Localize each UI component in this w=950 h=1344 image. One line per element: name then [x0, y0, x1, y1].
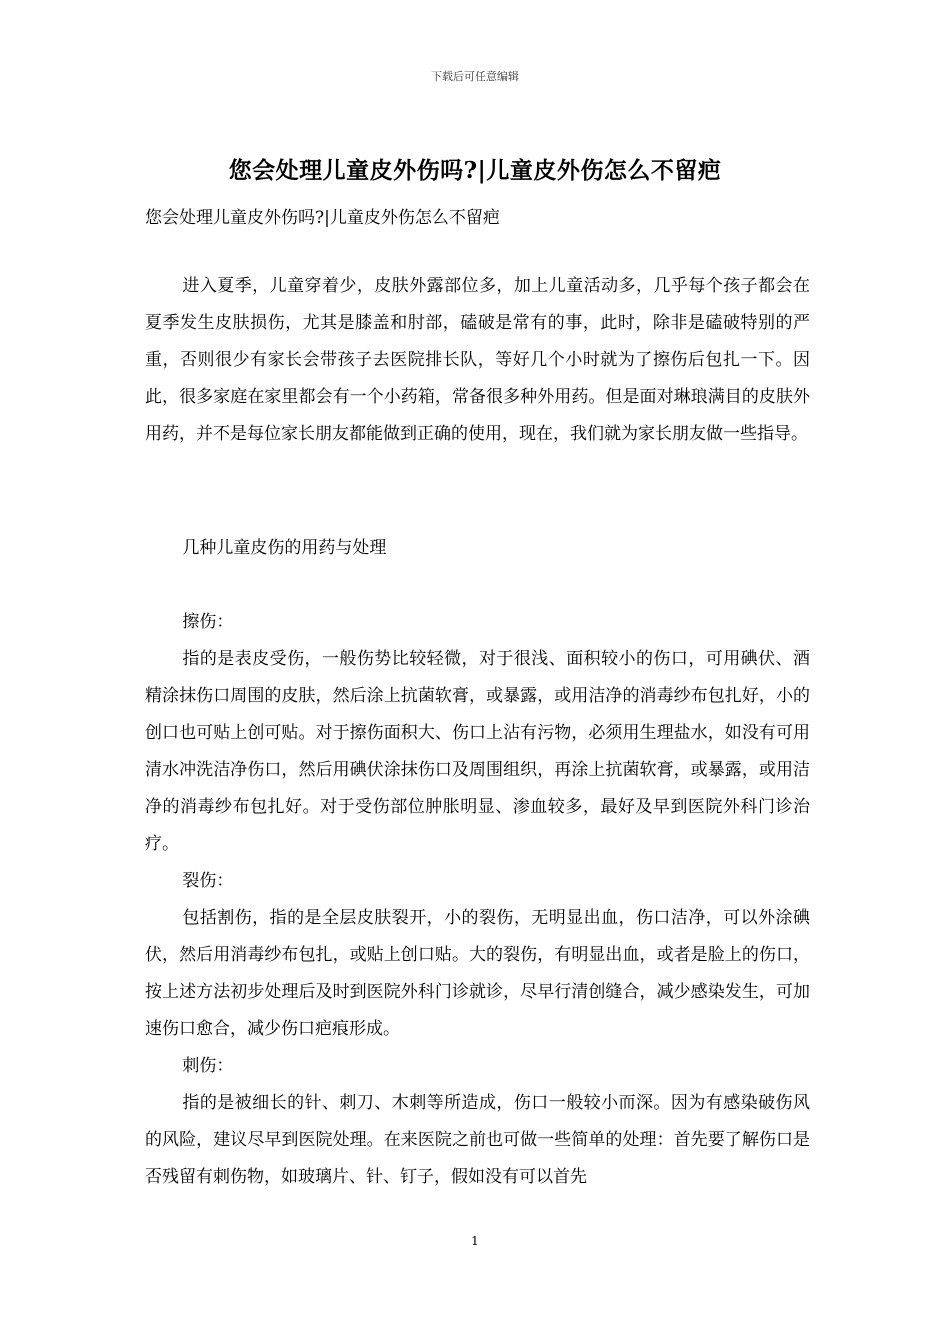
intro-section: [145, 268, 810, 453]
injury-heading-laceration: 裂伤：: [182, 871, 234, 891]
injury-text-abrasion: 指的是表皮受伤，一般伤势比较轻微，对于很浅、面积较小的伤口，可用碘伏、酒精涂抹伤口周围的皮肤，然后涂上抗菌软膏，或暴露，或用洁净的消毒纱布包扎好，小的创口也可贴上创可贴。对于擦伤面积大、伤口上沾有污物，必须用生理盐水，如没有可用清水冲洗洁净伤口，然后用碘伏涂抹伤口及周围组织，再涂上抗菌软膏，或暴露，或用洁净的消毒纱布包扎好。对于受伤部位肿胀明显、渗血较多，最好及早到医院外科门诊治疗。: [145, 649, 810, 854]
section-heading-block: [145, 530, 810, 567]
injuries-section: [145, 604, 810, 1196]
intro-paragraph: 进入夏季，儿童穿着少，皮肤外露部位多，加上儿童活动多，几乎每个孩子都会在夏季发生皮肤损伤，尤其是膝盖和肘部，磕破是常有的事，此时，除非是磕破特别的严重，否则很少有家长会带孩子去医院排长队，等好几个小时就为了擦伤后包扎一下。因此，很多家庭在家里都会有一个小药箱，常备很多种外用药。但是面对琳琅满目的皮肤外用药，并不是每位家长朋友都能做到正确的使用，现在，我们就为家长朋友做一些指导。: [145, 276, 810, 444]
header-note: 下载后可任意编辑: [431, 70, 519, 83]
injury-text-puncture: 指的是被细长的针、刺刀、木刺等所造成，伤口一般较小而深。因为有感染破伤风的风险，建议尽早到医院处理。在来医院之前也可做一些简单的处理：首先要了解伤口是否残留有刺伤物，如玻璃片、针、钉子，假如没有可以首先: [145, 1093, 810, 1187]
injury-text-laceration: 包括割伤，指的是全层皮肤裂开，小的裂伤，无明显出血，伤口洁净，可以外涂碘伏，然后用消毒纱布包扎，或贴上创口贴。大的裂伤，有明显出血，或者是脸上的伤口，按上述方法初步处理后及时到医院外科门诊就诊，尽早行清创缝合，减少感染发生，可加速伤口愈合，减少伤口疤痕形成。: [145, 908, 810, 1039]
document-title: 您会处理儿童皮外伤吗?|儿童皮外伤怎么不留疤: [228, 157, 722, 184]
section-heading: 几种儿童皮伤的用药与处理: [182, 538, 387, 558]
injury-heading-puncture: 刺伤：: [182, 1056, 234, 1076]
page-number: 1: [471, 1234, 479, 1248]
injury-heading-abrasion: 擦伤：: [182, 612, 234, 632]
document-subtitle: 您会处理儿童皮外伤吗?|儿童皮外伤怎么不留疤: [145, 208, 500, 228]
